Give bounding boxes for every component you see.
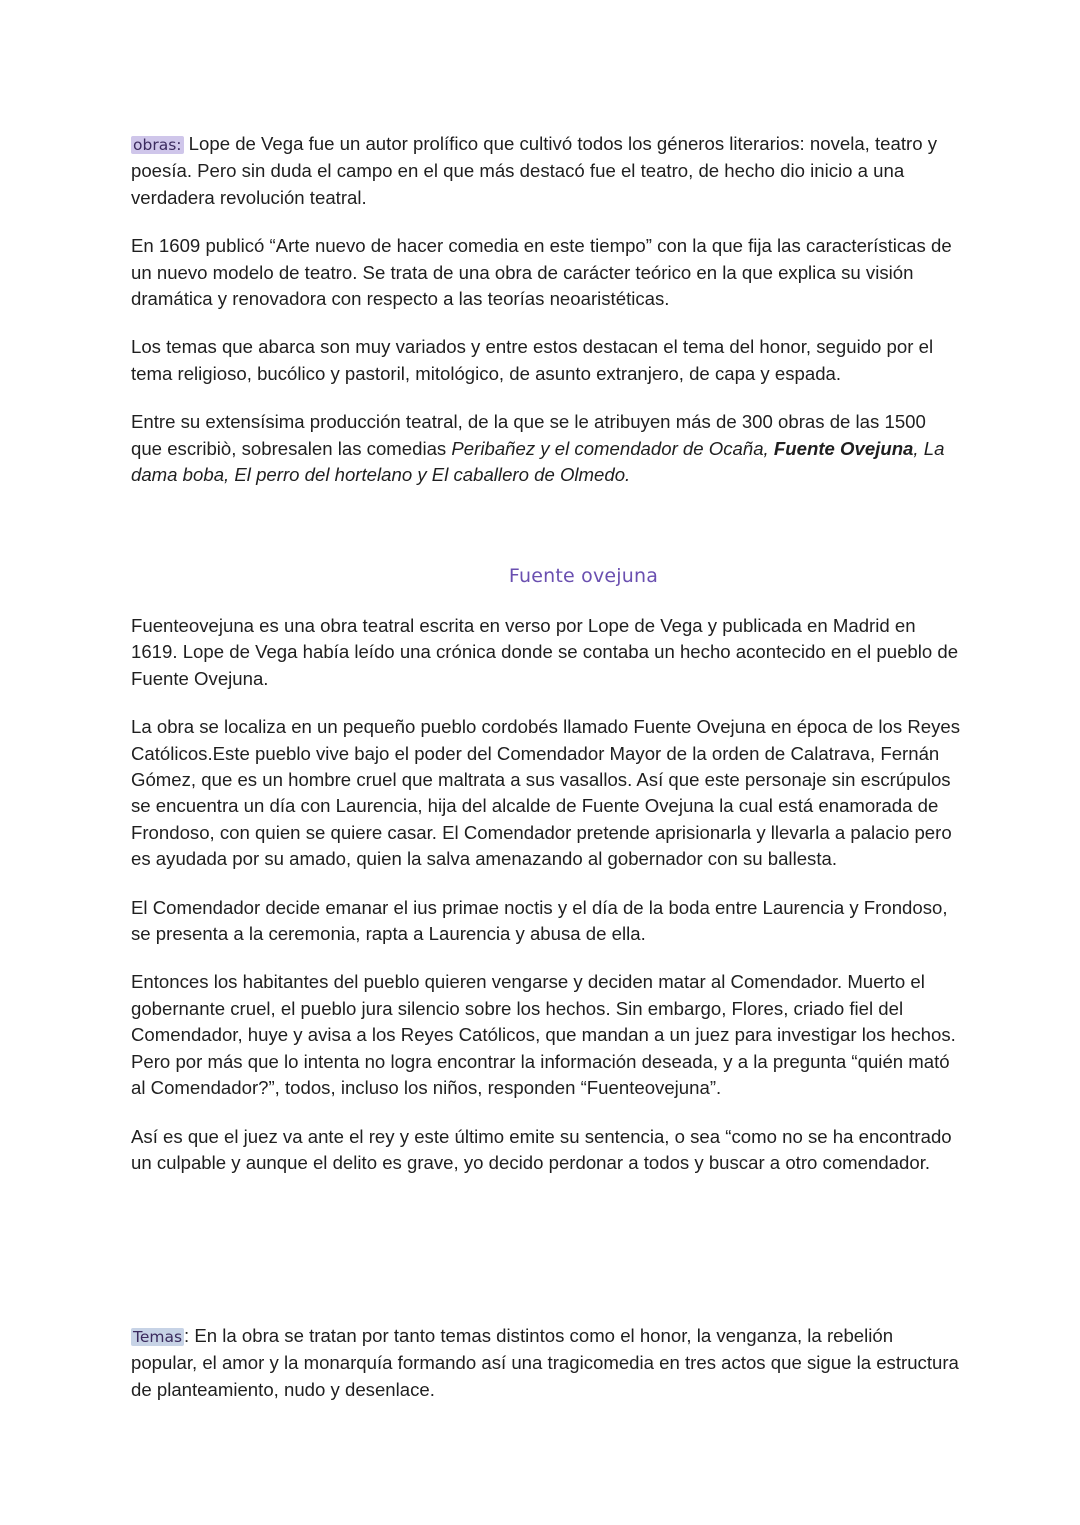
temas-tag: Temas — [133, 1328, 183, 1346]
obras-text: Lope de Vega fue un autor prolífico que cultivó todos los géneros literarios: novela, teatro y poesía. Pero sin duda el campo en el que más destacó fue el teatro, de hecho dio inicio a una verdadera revolución teatral. — [131, 133, 938, 208]
temas-text: : En la obra se tratan por tanto temas distintos como el honor, la venganza, la rebelión popular, el amor y la monarquía formando así una tragicomedia en tres actos que sigue la estructura de planteamiento, nudo y desenlace. — [131, 1325, 959, 1400]
obras-tag: obras: — [133, 136, 182, 154]
fuenteovejuna-paragraph-2: La obra se localiza en un pequeño pueblo cordobés llamado Fuente Ovejuna en época de los Reyes Católicos.Este pueblo vive bajo el poder del Comendador Mayor de la orden de Calatrava, Fernán Gómez, que es un hombre cruel que maltrata a sus vasallos. Así que este personaje sin escrúpulos se encuentra un día con Laurencia, hija del alcalde de Fuente Ovejuna la cual está enamorada de Frondoso, con quien se quiere casar. El Comendador pretende aprisionarla y llevarla a palacio pero es ayudada por su amado, quien la salva amenazando al gobernador con su ballesta. — [131, 716, 961, 870]
temas-paragraph — [131, 1323, 961, 1403]
arte-nuevo-paragraph: En 1609 publicó “Arte nuevo de hacer comedia en este tiempo” con la que fija las características de un nuevo modelo de teatro. Se trata de una obra de carácter teórico en la que explica su visión dramática y renovadora con respecto a las teorías neoaristéticas. — [131, 235, 952, 310]
obra-peribanez: Peribañez y el comendador de Ocaña, — [451, 437, 769, 459]
document-page — [131, 131, 961, 1400]
fuenteovejuna-paragraph-1: Fuenteovejuna es una obra teatral escrita en verso por Lope de Vega y publicada en Madrid en 1619. Lope de Vega había leído una crónica donde se contaba un hecho acontecido en el pueblo de Fuente Ovejuna. — [131, 615, 959, 689]
section-heading — [131, 563, 961, 589]
temas-lope-paragraph: Los temas que abarca son muy variados y entre estos destacan el tema del honor, seguido por el tema religioso, bucólico y pastoril, mitológico, de asunto extranjero, de capa y espada. — [131, 336, 934, 384]
produccion-paragraph — [131, 409, 961, 488]
produccion-rest: , La dama boba, El perro del hortelano y El caballero de Olmedo. — [131, 437, 945, 486]
fuenteovejuna-section — [131, 613, 961, 1176]
fuenteovejuna-paragraph-4: Entonces los habitantes del pueblo quieren vengarse y deciden matar al Comendador. Muerto el gobernante cruel, el pueblo jura silencio sobre los hechos. Sin embargo, Flores, criado fiel del Comendador, huye y avisa a los Reyes Católicos, que mandan a un juez para investigar los hechos. Pero por más que lo intenta no logra encontrar la información deseada, y a la pregunta “quién mató al Comendador?”, todos, incluso los niños, responden “Fuenteovejuna”. — [131, 971, 956, 1099]
section-title: Fuente ovejuna — [508, 565, 659, 587]
fuenteovejuna-paragraph-5: Así es que el juez va ante el rey y este último emite su sentencia, o sea “como no se ha encontrado un culpable y aunque el delito es grave, yo decido perdonar a todos y buscar a otro comendador. — [131, 1125, 952, 1173]
fuenteovejuna-paragraph-3: El Comendador decide emanar el ius primae noctis y el día de la boda entre Laurencia y Frondoso, se presenta a la ceremonia, rapta a Laurencia y abusa de ella. — [131, 896, 948, 945]
temas-section — [131, 1323, 961, 1403]
obras-paragraph — [131, 131, 961, 211]
obra-fuente-ovejuna: Fuente Ovejuna — [773, 437, 914, 459]
produccion-intro: Entre su extensísima producción teatral, de la que se le atribuyen más de 300 obras de las 1500 que escribiò, sobresalen las comedias — [131, 411, 926, 459]
